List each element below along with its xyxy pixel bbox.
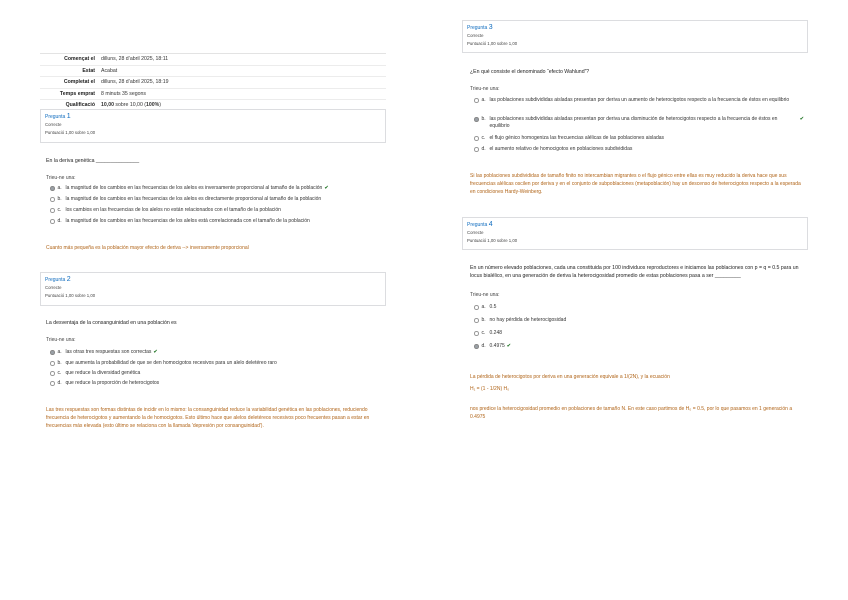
summary-row: Completat el dilluns, 28 d’abril 2025, 18:19 xyxy=(40,77,386,89)
question-number: 1 xyxy=(66,113,71,120)
radio-icon[interactable] xyxy=(474,117,479,122)
feedback-text: Las tres respuestas son formas distintas de incidir en lo mismo: la consanguinidad reduce la variabilidad genética en las poblaciones, reduciendo frecuencia de heterocigotos y aumentando la de homocigotos. Esto último hace que alelos deletéreos recesivos poco frecuentes pasan a estar en frecuencias más elevada (esto último se relaciona con la llamada 'depresión por consanguinidad'). xyxy=(46,407,370,429)
radio-icon[interactable] xyxy=(474,344,479,349)
summary-row: Qualificació 10,00 sobre 10,00 (100%) xyxy=(40,100,386,112)
radio-icon[interactable] xyxy=(50,381,55,386)
feedback-text: nos predice la heterocigosidad promedio en poblaciones de tamaño N. En este caso partimos de H₀ = 0.5, por lo que pasamos en 1 generación a 0.4975 xyxy=(470,406,793,420)
answer-option[interactable]: a. 0.5 xyxy=(474,304,804,311)
attempt-summary xyxy=(40,53,386,112)
answer-option[interactable]: a. las poblaciones subdivididas aisladas presentan por deriva un aumento de heterocigotos respecto a la frecuencia de éstos en equilibrio xyxy=(474,97,804,104)
question-number: 2 xyxy=(66,276,71,283)
answer-option[interactable]: b. que aumenta la probabilidad de que se den homocigotos recesivos para un alelo deletéreo raro xyxy=(50,360,380,367)
question-status: Correcte xyxy=(45,285,62,290)
question-text: En la deriva genètica _______________ xyxy=(46,158,140,164)
check-icon: ✔ xyxy=(324,185,329,191)
answer-option[interactable]: a. la magnitud de los cambios en las frecuencias de los alelos es inversamente proporcional al tamaño de la población ✔ xyxy=(50,185,380,192)
question-text: La desventaja de la consanguinidad en una población es xyxy=(46,320,177,326)
radio-icon[interactable] xyxy=(50,361,55,366)
summary-row: Estat Acabat xyxy=(40,66,386,78)
radio-icon[interactable] xyxy=(474,147,479,152)
feedback-text: Cuanto más pequeña es la población mayor efecto de deriva --> inversamente proporcional xyxy=(46,245,249,251)
question-info-3: Pregunta 3 Correcte Puntuació 1,00 sobre 1,00 xyxy=(462,20,808,53)
check-icon: ✔ xyxy=(153,349,158,355)
question-text: En un número elevado poblaciones, cada una constituida por 100 individuos reproductores e iniciamos las poblaciones con p = q = 0.5 para un locus bialélico, en una generación de deriva la heterocigosidad promedio de estas poblaciones pasa a ser _________ xyxy=(470,265,799,279)
radio-icon[interactable] xyxy=(50,371,55,376)
answer-prompt: Trieu-ne una: xyxy=(470,292,500,298)
feedback-text: La pérdida de heterocigotos por deriva en una generación equivale a 1/(2N), y la ecuación xyxy=(470,374,670,380)
answer-option[interactable]: d. 0.4975 ✔ xyxy=(474,343,804,350)
feedback-formula: H₁ = (1 - 1/2N) H₀ xyxy=(470,386,510,392)
question-info-4: Pregunta 4 Correcte Puntuació 1,00 sobre 1,00 xyxy=(462,217,808,250)
question-number: 4 xyxy=(488,221,493,228)
summary-row: Temps emprat 8 minuts 35 segons xyxy=(40,89,386,101)
radio-icon[interactable] xyxy=(474,331,479,336)
question-score: Puntuació 1,00 sobre 1,00 xyxy=(45,130,96,135)
radio-icon[interactable] xyxy=(50,219,55,224)
radio-icon[interactable] xyxy=(474,305,479,310)
answer-option[interactable]: b. las poblaciones subdivididas aisladas presentan por deriva una disminución de heterocigotos respecto a la frecuencia de éstos en equilibrio ✔ xyxy=(474,116,804,130)
answer-option[interactable]: d. el aumento relativo de homocigotos en poblaciones subdivididas xyxy=(474,146,804,153)
answer-option[interactable]: b. no hay pérdida de heterocigosidad xyxy=(474,317,804,324)
answer-option[interactable]: a. las otras tres respuestas son correctas ✔ xyxy=(50,349,380,356)
answer-option[interactable]: c. los cambios en las frecuencias de los alelos no están relacionados con el tamaño de la población xyxy=(50,207,380,214)
radio-icon[interactable] xyxy=(474,136,479,141)
answer-prompt: Trieu-ne una: xyxy=(46,175,76,181)
radio-icon[interactable] xyxy=(50,197,55,202)
answer-prompt: Trieu-ne una: xyxy=(46,337,76,343)
check-icon: ✔ xyxy=(799,116,804,122)
question-status: Correcte xyxy=(45,122,62,127)
answer-option[interactable]: d. que reduce la proporción de heterocigotos xyxy=(50,380,380,387)
question-score: Puntuació 1,00 sobre 1,00 xyxy=(467,41,518,46)
answer-option[interactable]: c. el flujo génico homogeniza las frecuencias alélicas de las poblaciones aisladas xyxy=(474,135,804,142)
answer-option[interactable]: c. que reduce la diversidad genética xyxy=(50,370,380,377)
question-info-2: Pregunta 2 Correcte Puntuació 1,00 sobre 1,00 xyxy=(40,272,386,306)
answer-option[interactable]: b. la magnitud de los cambios en las frecuencias de los alelos es directamente proporcional al tamaño de la población xyxy=(50,196,380,203)
radio-icon[interactable] xyxy=(50,186,55,191)
question-status: Correcte xyxy=(467,33,484,38)
radio-icon[interactable] xyxy=(474,318,479,323)
question-score: Puntuació 1,00 sobre 1,00 xyxy=(467,238,518,243)
radio-icon[interactable] xyxy=(50,350,55,355)
summary-row: Començat el dilluns, 28 d’abril 2025, 18:11 xyxy=(40,54,386,66)
answer-option[interactable]: c. 0.248 xyxy=(474,330,804,337)
answer-prompt: Trieu-ne una: xyxy=(470,86,500,92)
answer-option[interactable]: d. la magnitud de los cambios en las frecuencias de los alelos está correlacionada con el tamaño de la población xyxy=(50,218,380,225)
feedback-text: Si las poblaciones subdivididas de tamaño finito no intercambian migrantes o el flujo génico entre ellas es muy reducido la deriva hace que sus frecuencias alélicas oscilen por deriva y en el conjunto de subpoblaciones (metapoblación) hay un descenso de heterocigotos respecto a la esperada en condiciones Hardy-Weinberg. xyxy=(470,173,801,195)
question-score: Puntuació 1,00 sobre 1,00 xyxy=(45,293,96,298)
question-status: Correcte xyxy=(467,230,484,235)
question-number: 3 xyxy=(488,24,493,31)
radio-icon[interactable] xyxy=(50,208,55,213)
question-text: ¿En qué consiste el denominado “efecto Wahlund”? xyxy=(470,69,590,75)
radio-icon[interactable] xyxy=(474,98,479,103)
question-info-1: Pregunta 1 Correcte Puntuació 1,00 sobre 1,00 xyxy=(40,109,386,143)
check-icon: ✔ xyxy=(506,343,511,349)
